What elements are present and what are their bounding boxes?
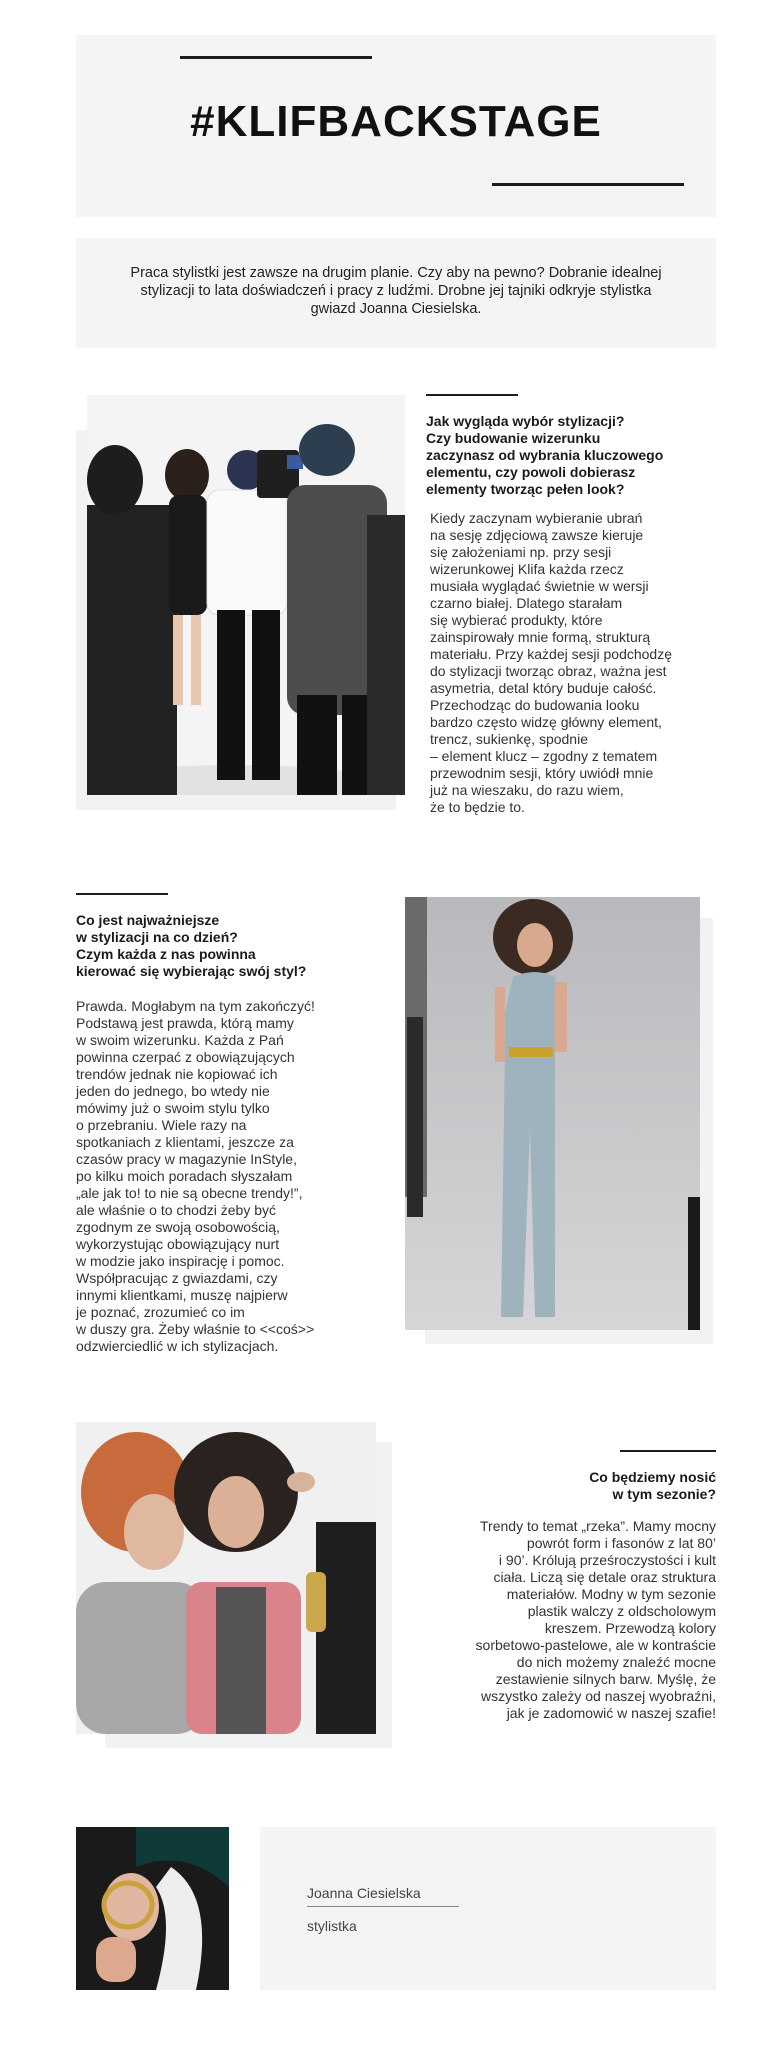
author-avatar xyxy=(76,1827,229,1990)
page-title: #KLIFBACKSTAGE xyxy=(190,97,602,146)
section3-rule xyxy=(620,1450,716,1452)
author-divider xyxy=(307,1906,459,1907)
section3-answer: Trendy to temat „rzeka”. Mamy mocny powrót form i fasonów z lat 80’ i 90’. Królują prześroczystości i kult ciała. Liczą się detale oraz struktura materiałów. Modny w tym sezonie plastik walczy z oldscholowym kreszem. Przewodzą kolory sorbetowo-pastelowe, ale w kontraście do nich możemy znaleźć mocne zestawienie silnych barw. Myślę, że wszystko zależy od naszej wyobraźni, jak je zadomowić w naszej szafie! xyxy=(475,1518,716,1721)
section1-question: Jak wygląda wybór stylizacji? Czy budowanie wizerunku zaczynasz od wybrania kluczowego elementu, czy powoli dobierasz elementy tworząc pełen look? xyxy=(426,413,664,497)
intro-box xyxy=(76,238,716,348)
section2-question: Co jest najważniejsze w stylizacji na co dzień? Czym każda z nas powinna kierować się wybierając swój styl? xyxy=(76,912,307,979)
backstage-camera-photo xyxy=(87,395,405,795)
hero-banner xyxy=(76,35,716,217)
hero-bottom-rule xyxy=(492,183,684,186)
section2-answer: Prawda. Mogłabym na tym zakończyć! Podstawą jest prawda, którą mamy w swoim wizerunku. Każda z Pań powinna czerpać z obowiązujących trendów jednak nie kopiować ich jeden do jednego, bo wtedy nie mówimy już o swoim stylu tylko o przebraniu. Wiele razy na spotkaniach z klientami, jeszcze za czasów pracy w magazynie InStyle, po kilku moich poradach słyszałam „ale jak to! to nie są obecne trendy!”, ale właśnie o to chodzi żeby być zgodnym ze swoją osobowością, wykorzystując obowiązujący nurt w modzie jako inspirację i pomoc. Współpracując z gwiazdami, czy innymi klientkami, muszę najpierw je poznać, zrozumieć co im w duszy gra. Żeby właśnie to <<coś>> odzwierciedlić w ich stylizacjach. xyxy=(76,998,315,1354)
section2-rule xyxy=(76,893,168,895)
makeup-photo xyxy=(76,1422,376,1734)
author-name: Joanna Ciesielska xyxy=(307,1885,421,1901)
intro-text: Praca stylistki jest zawsze na drugim planie. Czy aby na pewno? Dobranie idealnej stylizacji to lata doświadczeń i pracy z ludźmi. Drobne jej tajniki odkryje stylistka gwiazd Joanna Ciesielska. xyxy=(130,265,662,317)
model-jumpsuit-photo xyxy=(405,897,700,1330)
section3-question: Co będziemy nosić w tym sezonie? xyxy=(589,1469,716,1502)
section1-answer: Kiedy zaczynam wybieranie ubrań na sesję zdjęciową zawsze kieruje się założeniami np. przy sesji wizerunkowej Klifa każda rzecz musiała wyglądać świetnie w wersji czarno białej. Dlatego starałam się wybierać produkty, które zainspirowały mnie formą, strukturą materiału. Przy każdej sesji podchodzę do stylizacji tworząc obraz, ważna jest asymetria, detal który buduje całość. Przechodząc do budowania looku bardzo często widzę główny element, trencz, sukienkę, spodnie – element klucz – zgodny z tematem przewodnim sesji, który uwiódł mnie już na wieszaku, do razu wiem, że to będzie to. xyxy=(430,510,673,815)
hero-top-rule xyxy=(180,56,372,59)
section1-rule xyxy=(426,394,518,396)
author-role: stylistka xyxy=(307,1918,357,1934)
author-card xyxy=(260,1827,716,1990)
